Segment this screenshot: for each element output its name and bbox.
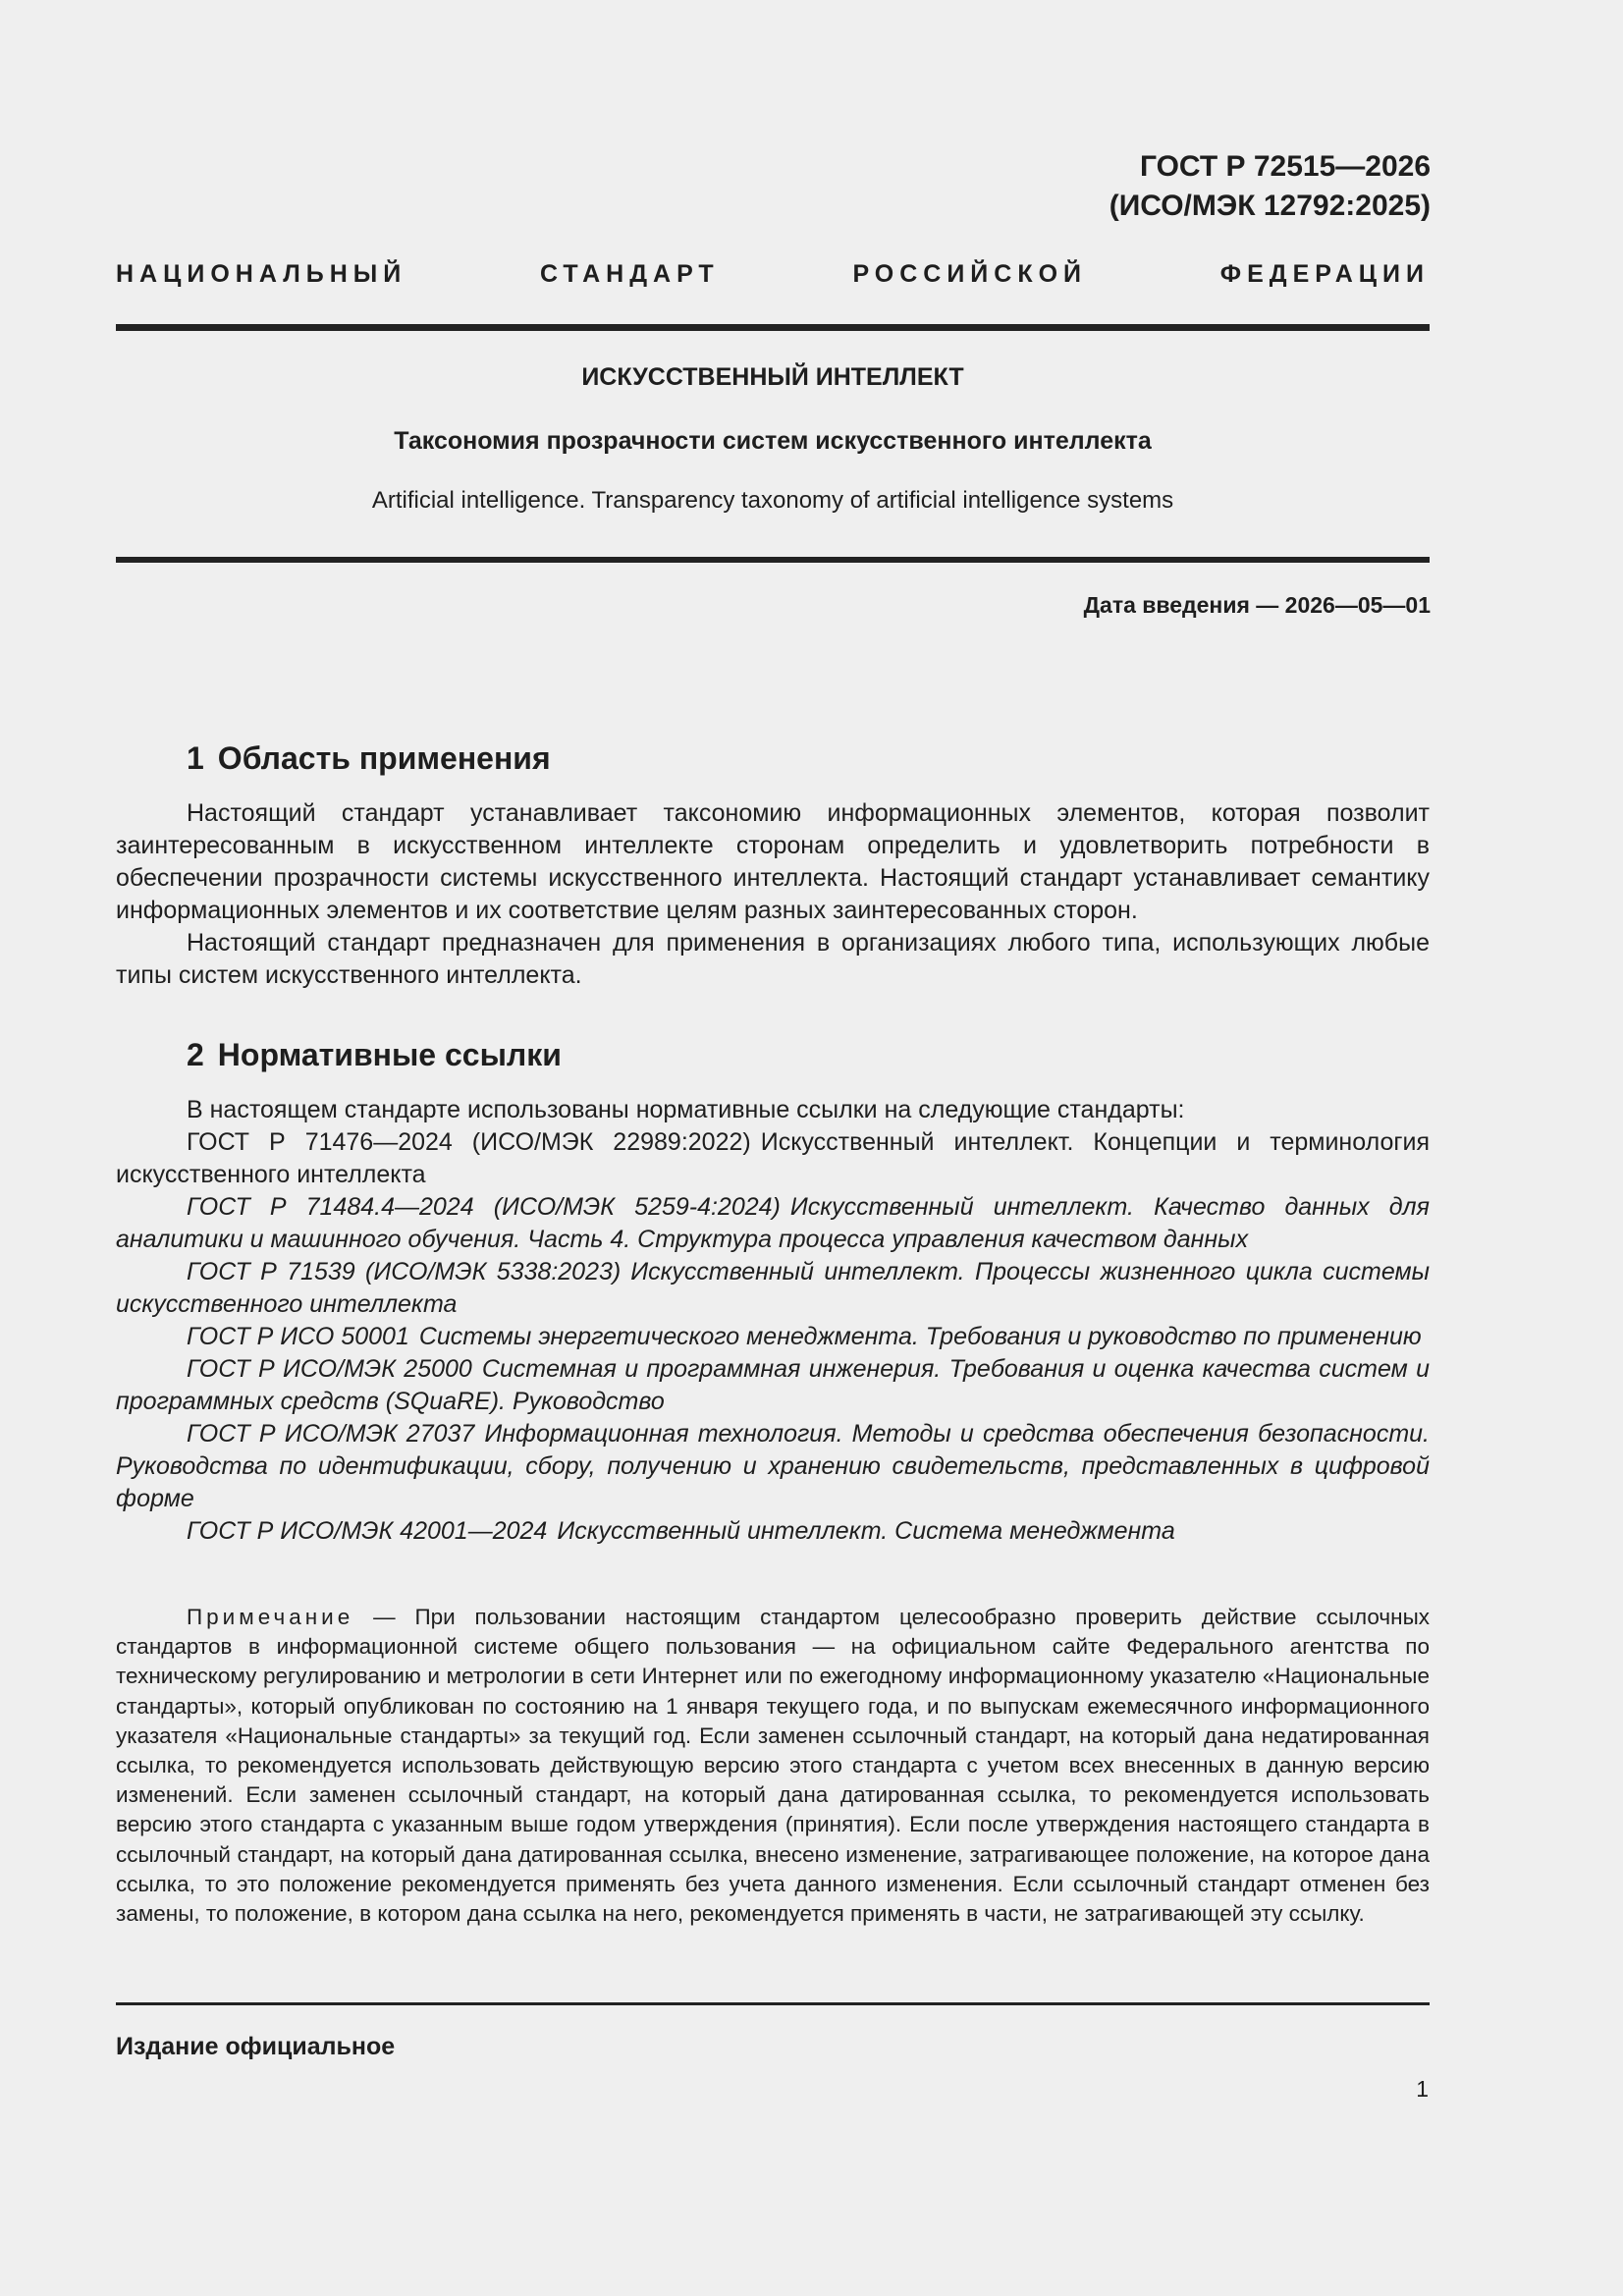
reference-item xyxy=(116,1353,1430,1418)
reference-code: ГОСТ Р ИСО/МЭК 27037 xyxy=(187,1420,475,1448)
reference-item xyxy=(116,1321,1430,1353)
reference-title: Искусственный интеллект. Процессы жизненного цикла системы искусственного интеллекта xyxy=(116,1258,1430,1318)
footer-rule xyxy=(116,2002,1430,2005)
section-1-body xyxy=(116,797,1430,992)
section-2-title: Нормативные ссылки xyxy=(217,1037,562,1072)
doc-number: ГОСТ Р 72515—2026 xyxy=(1139,150,1431,183)
section-2-intro: В настоящем стандарте использованы нормативные ссылки на следующие стандарты: xyxy=(187,1096,1185,1123)
note-label: Примечание xyxy=(187,1605,354,1629)
introduction-date: Дата введения — 2026—05—01 xyxy=(1083,592,1431,618)
section-1-paragraph: Настоящий стандарт предназначен для применения в организациях любого типа, использующих любые типы систем искусственного интеллекта. xyxy=(116,929,1430,989)
note-text: — При пользовании настоящим стандартом целесообразно проверить действие ссылочных стандартов в информационной системе общего пользования — на официальном сайте Федерального агентства по техническому регулированию и метрологии в сети Интернет или по ежегодному информационному указателю «Национальные стандарты», который опубликован по состоянию на 1 января текущего года, и по выпускам ежемесячного информационного указателя «Национальные стандарты» за текущий год. Если заменен ссылочный стандарт, на который дана недатированная ссылка, то рекомендуется использовать действующую версию этого стандарта с учетом всех внесенных в данную версию изменений. Если заменен ссылочный стандарт, на который дана датированная ссылка, то рекомендуется использовать версию этого стандарта с указанным выше годом утверждения (принятия). Если после утверждения настоящего стандарта в ссылочный стандарт, на который дана датированная ссылка, внесено изменение, затрагивающее положение, на которое дана ссылка, то это положение рекомендуется применять без учета данного изменения. Если ссылочный стандарт отменен без замены, то положение, в котором дана ссылка на него, рекомендуется применять в части, не затрагивающей эту ссылку. xyxy=(116,1605,1430,1927)
reference-title: Системная и программная инженерия. Требования и оценка качества систем и программных средств (SQuaRE). Руководство xyxy=(116,1355,1430,1415)
reference-code: ГОСТ Р 71484.4—2024 (ИСО/МЭК 5259-4:2024) xyxy=(187,1193,781,1221)
domain-title: ИСКУССТВЕННЫЙ ИНТЕЛЛЕКТ xyxy=(581,363,964,391)
section-2-heading xyxy=(187,1035,562,1074)
section-1-heading xyxy=(187,738,551,778)
reference-code: ГОСТ Р 71476—2024 (ИСО/МЭК 22989:2022) xyxy=(187,1128,751,1156)
reference-code: ГОСТ Р ИСО/МЭК 25000 xyxy=(187,1355,472,1383)
document-number-block xyxy=(1109,147,1431,226)
reference-title: Искусственный интеллект. Концепции и терминология искусственного интеллекта xyxy=(116,1128,1430,1188)
iso-number: (ИСО/МЭК 12792:2025) xyxy=(1109,190,1431,222)
section-2-number: 2 xyxy=(187,1037,204,1072)
header-rule xyxy=(116,324,1430,331)
english-title: Artificial intelligence. Transparency taxonomy of artificial intelligence systems xyxy=(371,487,1174,514)
national-standard-banner: НАЦИОНАЛЬНЫЙ СТАНДАРТ РОССИЙСКОЙ ФЕДЕРАЦИИ xyxy=(116,260,1430,288)
reference-item xyxy=(116,1515,1430,1548)
official-edition-label: Издание официальное xyxy=(116,2033,396,2060)
reference-title: Системы энергетического менеджмента. Требования и руководство по применению xyxy=(418,1323,1422,1350)
reference-item xyxy=(116,1191,1430,1256)
reference-item xyxy=(116,1256,1430,1321)
reference-title: Искусственный интеллект. Система менеджмента xyxy=(557,1517,1175,1545)
note-paragraph xyxy=(116,1603,1430,1929)
reference-code: ГОСТ Р ИСО/МЭК 42001—2024 xyxy=(187,1517,548,1545)
page-number: 1 xyxy=(1416,2076,1429,2102)
russian-title: Таксономия прозрачности систем искусственного интеллекта xyxy=(394,427,1152,455)
section-1-title: Область применения xyxy=(217,740,551,776)
reference-code: ГОСТ Р ИСО 50001 xyxy=(187,1323,409,1350)
reference-item xyxy=(116,1126,1430,1191)
section-2-body xyxy=(116,1094,1430,1548)
section-1-paragraph: Настоящий стандарт устанавливает таксономию информационных элементов, которая позволит заинтересованным в искусственном интеллекте сторонам определить и удовлетворить потребности в обеспечении прозрачности системы искусственного интеллекта. Настоящий стандарт устанавливает семантику информационных элементов и их соответствие целям разных заинтересованных сторон. xyxy=(116,799,1430,924)
reference-note xyxy=(116,1603,1430,1929)
reference-code: ГОСТ Р 71539 (ИСО/МЭК 5338:2023) xyxy=(187,1258,622,1285)
section-1-number: 1 xyxy=(187,740,204,776)
title-rule xyxy=(116,557,1430,563)
reference-item xyxy=(116,1418,1430,1515)
reference-title: Информационная технология. Методы и средства обеспечения безопасности. Руководства по идентификации, сбору, получению и хранению свидетельств, представленных в цифровой форме xyxy=(116,1420,1430,1512)
reference-title: Искусственный интеллект. Качество данных для аналитики и машинного обучения. Часть 4. Структура процесса управления качеством данных xyxy=(116,1193,1430,1253)
